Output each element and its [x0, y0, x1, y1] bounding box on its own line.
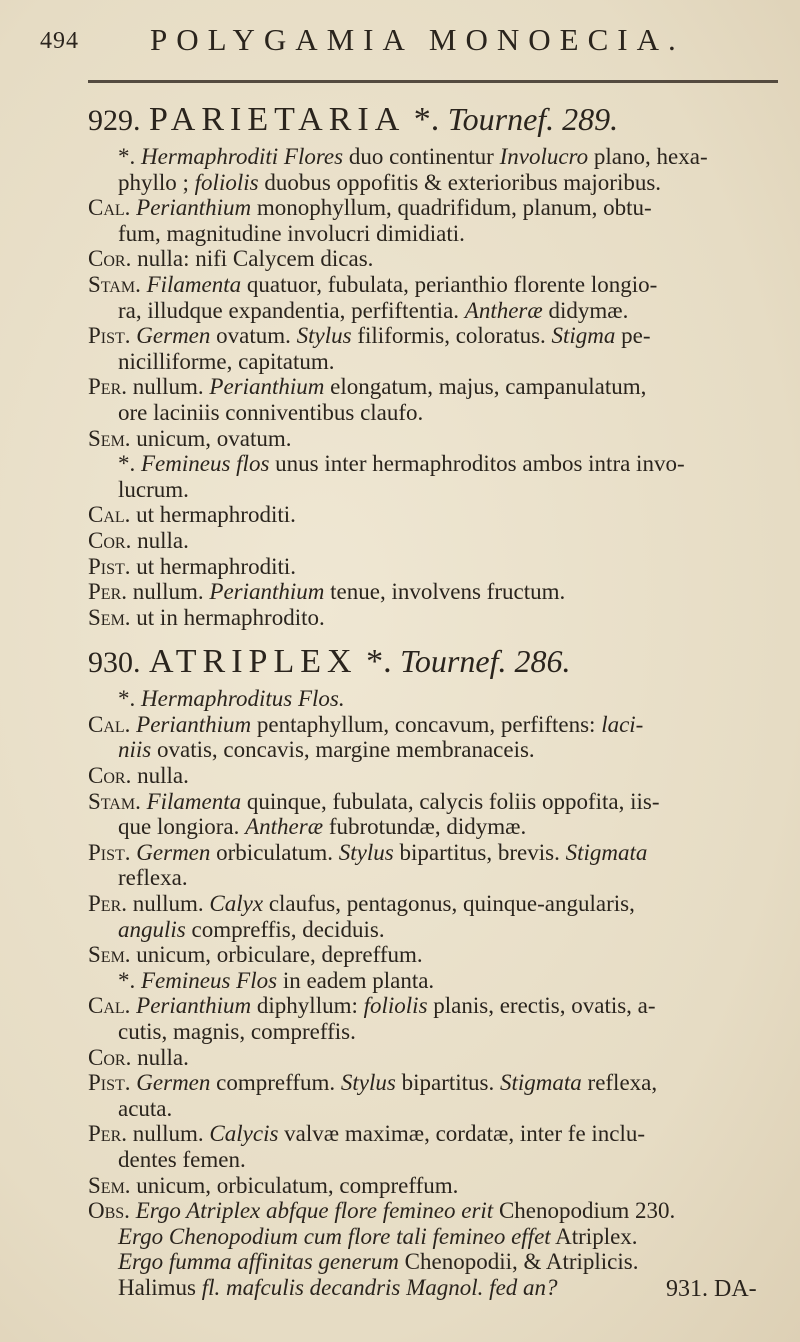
text-run: ra, illudque expandentia, perfiftentia. — [118, 297, 465, 323]
text-run: foliolis — [363, 993, 428, 1019]
text-run: cutis, magnis, compreffis. — [118, 1019, 356, 1044]
text-run: ore laciniis conniventibus claufo. — [118, 399, 424, 425]
text-run: lucrum. — [118, 476, 189, 502]
text-run: nulla. — [131, 527, 189, 553]
text-line — [0, 1019, 800, 1045]
text-run: niis — [118, 737, 152, 763]
text-run: Germen — [136, 1070, 211, 1096]
text-run: unicum, orbiculatum, compreffum. — [130, 1172, 459, 1198]
text-line — [0, 426, 800, 452]
header-rule — [88, 78, 778, 84]
text-run: duo continentur — [343, 144, 500, 169]
text-run: Stigmata — [565, 839, 648, 865]
text-line — [0, 686, 800, 712]
genus-number: 930. — [88, 646, 141, 680]
text-run: phyllo ; — [118, 169, 195, 195]
text-line — [0, 579, 800, 605]
text-line — [0, 1249, 800, 1275]
text-run: duobus oppofitis & exterioribus majoribus. — [258, 169, 662, 195]
text-line — [0, 737, 800, 763]
section-label: Pist. — [88, 839, 131, 865]
section-label: Cal. — [88, 502, 131, 528]
text-line — [0, 451, 800, 477]
text-run: compreffis, deciduis. — [185, 916, 385, 942]
text-line — [0, 554, 800, 580]
text-line — [0, 1147, 800, 1173]
text-run: Germen — [136, 323, 211, 349]
section-label: Pist. — [88, 1070, 131, 1096]
text-run: Stigmata — [500, 1070, 582, 1096]
text-line — [0, 993, 800, 1019]
catchword: 931. DA- — [666, 1276, 757, 1302]
genus-authority: Tournef. 286. — [400, 643, 571, 680]
text-line — [0, 246, 800, 272]
text-run: quatuor, fubulata, perianthio florente longio- — [241, 271, 658, 297]
section-label: Pist. — [88, 553, 131, 579]
section-label: Cal. — [88, 195, 131, 221]
text-run: Filamenta — [146, 271, 242, 297]
text-run: Germen — [136, 839, 211, 865]
text-line — [0, 763, 800, 789]
text-run: Chenopodii, & Atriplicis. — [398, 1249, 639, 1275]
text-run: Perianthium — [209, 374, 325, 400]
text-run: Involucro — [499, 144, 589, 169]
section-label: Pist. — [88, 323, 131, 349]
text-line — [0, 1224, 800, 1250]
section-label: Stam. — [88, 788, 141, 814]
genus-mark: *. — [366, 643, 392, 681]
text-run: fubrotundæ, didymæ. — [323, 814, 527, 840]
text-run: Perianthium — [136, 195, 252, 221]
section-label: Cor. — [88, 1044, 132, 1070]
text-run: *. — [118, 144, 141, 169]
text-line — [0, 272, 800, 298]
text-run: laci- — [601, 711, 644, 737]
text-line — [0, 477, 800, 503]
text-run: acuta. — [118, 1095, 173, 1121]
text-run: ut in hermaphrodito. — [130, 604, 325, 630]
page-body — [0, 96, 800, 1301]
section-label: Cor. — [88, 763, 132, 789]
text-run: Calyx — [209, 891, 264, 917]
text-run: claufus, pentagonus, quinque-angularis, — [263, 891, 635, 917]
text-line — [0, 789, 800, 815]
text-run: fum, magnitudine involucri dimidiati. — [118, 220, 465, 246]
text-run: reflexa. — [118, 865, 188, 891]
text-run: Stigma — [551, 323, 616, 349]
text-run: plano, hexa- — [588, 144, 708, 169]
text-run: Ergo Atriplex abfque flore femineo erit — [135, 1198, 494, 1224]
genus-heading — [88, 638, 800, 686]
text-line — [0, 1096, 800, 1122]
section-label: Cor. — [88, 246, 132, 272]
text-run: Hermaphroditi Flores — [141, 144, 344, 169]
section-label: Per. — [88, 1121, 127, 1147]
section-label: Obs. — [88, 1198, 130, 1224]
text-run: Femineus flos — [141, 451, 270, 477]
section-label: Per. — [88, 374, 127, 400]
text-run: Perianthium — [209, 579, 325, 605]
text-run: Hermaphroditus Flos. — [141, 686, 345, 712]
text-run: nullum. — [127, 1121, 210, 1147]
text-run: Perianthium — [136, 711, 252, 737]
text-line — [0, 1198, 800, 1224]
text-run: angulis — [118, 916, 186, 942]
text-run: tenue, involvens fructum. — [324, 579, 566, 605]
section-label: Per. — [88, 891, 127, 917]
text-line — [0, 195, 800, 221]
running-header — [40, 22, 770, 62]
text-line — [0, 1121, 800, 1147]
section-label: Stam. — [88, 271, 141, 297]
text-run: nicilliforme, capitatum. — [118, 348, 335, 374]
section-label: Cor. — [88, 527, 132, 553]
text-run: filiformis, coloratus. — [351, 323, 552, 349]
text-run: valvæ maximæ, cordatæ, inter fe inclu- — [278, 1121, 646, 1147]
text-run: ut hermaphroditi. — [130, 502, 296, 528]
text-run: nulla. — [131, 1044, 189, 1070]
text-run: unus inter hermaphroditos ambos intra invo- — [269, 451, 685, 477]
text-line — [0, 917, 800, 943]
running-title: POLYGAMIA MONOECIA. — [150, 22, 685, 57]
section-label: Per. — [88, 579, 127, 605]
text-run: pentaphyllum, concavum, perfiftens: — [251, 711, 602, 737]
text-run: unicum, orbiculare, depreffum. — [130, 942, 423, 968]
text-run: pe- — [615, 323, 651, 349]
text-line — [0, 1070, 800, 1096]
text-line — [0, 323, 800, 349]
text-line — [0, 298, 800, 324]
text-run: ovatis, concavis, margine membranaceis. — [151, 737, 535, 763]
text-line — [0, 1173, 800, 1199]
text-line — [0, 840, 800, 866]
text-run: quinque, fubulata, calycis foliis oppofita, iis- — [241, 788, 660, 814]
text-run: Filamenta — [146, 788, 242, 814]
text-run: reflexa, — [581, 1070, 658, 1096]
text-run: compreffum. — [210, 1070, 341, 1096]
text-run: planis, erectis, ovatis, a- — [427, 993, 656, 1019]
text-line — [0, 349, 800, 375]
section-label: Sem. — [88, 1172, 131, 1198]
text-run: Perianthium — [136, 993, 252, 1019]
text-line — [0, 814, 800, 840]
text-run: Stylus — [340, 1070, 396, 1096]
section-label: Cal. — [88, 711, 131, 737]
section-label: Sem. — [88, 425, 131, 451]
text-run: Stylus — [296, 323, 352, 349]
section-label: Sem. — [88, 942, 131, 968]
text-run: monophyllum, quadrifidum, planum, obtu- — [251, 195, 652, 221]
text-run: Ergo Chenopodium cum flore tali femineo effet — [118, 1223, 551, 1249]
text-run: fl. mafculis decandris Magnol. fed an? — [201, 1274, 558, 1300]
text-run: ovatum. — [210, 323, 297, 349]
genus-number: 929. — [88, 104, 141, 137]
text-run: *. — [118, 686, 141, 712]
text-run: Ergo fumma affinitas generum — [118, 1249, 399, 1275]
text-run: nullum. — [127, 374, 210, 400]
text-run: bipartitus, brevis. — [393, 839, 566, 865]
text-run: *. — [118, 451, 141, 477]
text-run: didymæ. — [542, 297, 629, 323]
text-line — [0, 968, 800, 994]
text-run: Halimus — [118, 1274, 202, 1300]
text-run: nullum. — [127, 891, 210, 917]
text-run: nullum. — [127, 579, 210, 605]
text-run: orbiculatum. — [210, 839, 339, 865]
genus-name: ATRIPLEX — [149, 643, 358, 681]
text-line — [0, 144, 800, 170]
genus-mark: *. — [413, 101, 440, 138]
text-line — [0, 400, 800, 426]
text-run: unicum, ovatum. — [130, 425, 292, 451]
text-run: que longiora. — [118, 814, 246, 840]
text-line — [0, 865, 800, 891]
text-run: Femineus Flos — [141, 967, 278, 993]
text-run: elongatum, majus, campanulatum, — [324, 374, 647, 400]
section-label: Sem. — [88, 604, 131, 630]
text-run: ut hermaphroditi. — [130, 553, 296, 579]
text-line — [0, 712, 800, 738]
text-run: Antheræ — [245, 814, 324, 840]
text-run: diphyllum: — [251, 993, 364, 1019]
text-line — [0, 942, 800, 968]
text-run: bipartitus. — [395, 1070, 500, 1096]
text-run: foliolis — [194, 169, 259, 195]
text-run: Stylus — [338, 839, 394, 865]
text-run: Chenopodium 230. — [493, 1198, 676, 1224]
text-run: in eadem planta. — [277, 967, 435, 993]
genus-name: PARIETARIA — [149, 101, 406, 138]
text-line — [0, 374, 800, 400]
text-line — [0, 605, 800, 631]
section-gap — [0, 630, 800, 638]
page-number: 494 — [40, 28, 79, 54]
genus-heading — [88, 96, 800, 144]
text-run: Atriplex. — [550, 1223, 638, 1249]
text-run: Antheræ — [464, 297, 543, 323]
text-run: *. — [118, 967, 141, 993]
text-run: nulla: nifi Calycem dicas. — [131, 246, 374, 272]
text-line — [0, 528, 800, 554]
genus-authority: Tournef. 289. — [447, 101, 619, 137]
text-run: dentes femen. — [118, 1146, 246, 1172]
text-run: nulla. — [131, 763, 189, 789]
text-line — [0, 221, 800, 247]
section-label: Cal. — [88, 993, 131, 1019]
text-line — [0, 891, 800, 917]
text-line — [0, 502, 800, 528]
text-line — [0, 1045, 800, 1071]
text-line — [0, 170, 800, 196]
text-run: Calycis — [209, 1121, 279, 1147]
